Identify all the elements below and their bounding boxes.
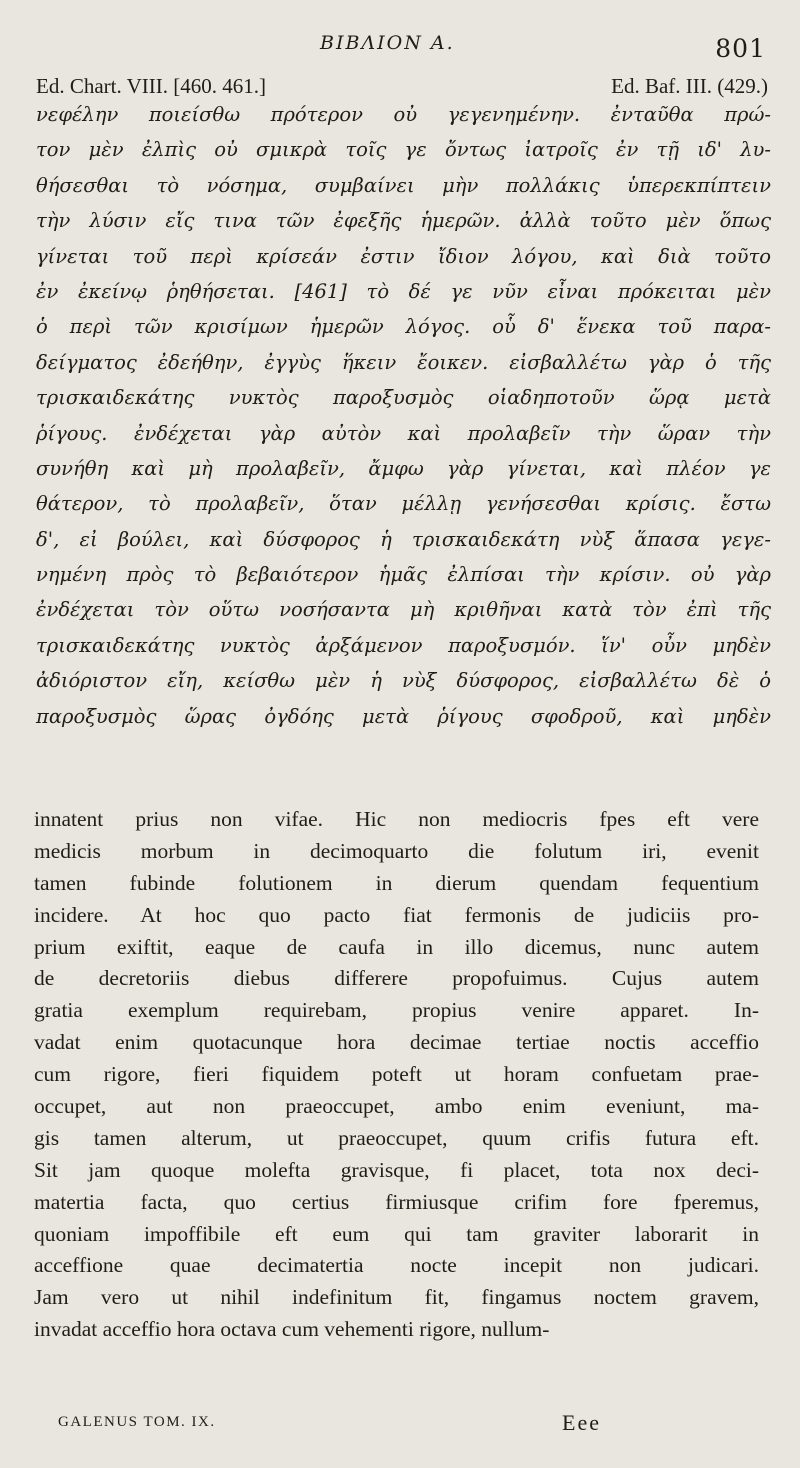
greek-line: θήσεσθαι τὸ νόσημα, συμβαίνει μὴν πολλάκις ὑπερεκπίπτειν xyxy=(36,173,771,197)
greek-line: θάτερον, τὸ προλαβεῖν, ὅταν μέλλῃ γενήσεσθαι κρίσις. ἔστω xyxy=(36,492,771,516)
greek-line: τρισκαιδεκάτης νυκτὸς παροξυσμὸς οἱαδηποτοῦν ὥρᾳ μετὰ xyxy=(36,386,771,410)
greek-line: τον μὲν ἐλπὶς οὐ σμικρὰ τοῖς γε ὄντως ἰατροῖς ἐν τῇ ιδ' λυ- xyxy=(36,138,771,162)
greek-line: δείγματος ἐδεήθην, ἐγγὺς ἥκειν ἔοικεν. εἰσβαλλέτω γὰρ ὁ τῆς xyxy=(36,350,771,374)
latin-line: gratia exemplum requirebam, propius venire apparet. In- xyxy=(34,998,759,1023)
greek-text-block xyxy=(36,97,771,734)
page-footer xyxy=(58,1412,658,1442)
latin-line: prium exiftit, eaque de caufa in illo dicemus, nunc autem xyxy=(34,934,759,959)
edition-chartier-ref: Ed. Chart. VIII. [460. 461.] xyxy=(36,74,266,98)
page-number: 801 xyxy=(715,34,766,63)
latin-line: innatent prius non vifae. Hic non mediocris fpes eft vere xyxy=(34,807,759,831)
latin-line: gis tamen alterum, ut praeoccupet, quum crifis futura eft. xyxy=(34,1125,759,1150)
latin-line: medicis morbum in decimoquarto die folutum iri, evenit xyxy=(34,838,759,863)
latin-line: Sit jam quoque molefta gravisque, fi placet, tota nox deci- xyxy=(34,1157,759,1182)
greek-line: τρισκαιδεκάτης νυκτὸς ἀρξάμενον παροξυσμόν. ἵν' οὖν μηδὲν xyxy=(36,633,771,657)
latin-line: de decretoriis diebus differere propofuimus. Cujus autem xyxy=(34,966,759,991)
running-head xyxy=(0,30,800,64)
greek-line: ὁ περὶ τῶν κρισίμων ἡμερῶν λόγος. οὗ δ' ἕνεκα τοῦ παρα- xyxy=(36,315,771,339)
greek-line: ἐνδέχεται τὸν οὕτω νοσήσαντα μὴ κριθῆναι κατὰ τὸν ἐπὶ τῆς xyxy=(36,598,771,622)
edition-basel-ref: Ed. Baf. III. (429.) xyxy=(611,74,768,98)
greek-line: συνήθη καὶ μὴ προλαβεῖν, ἄμφω γὰρ γίνεται, καὶ πλέον γε xyxy=(36,456,771,480)
greek-line: τὴν λύσιν εἴς τινα τῶν ἐφεξῆς ἡμερῶν. ἀλλὰ τοῦτο μὲν ὅπως xyxy=(36,209,771,233)
latin-line: incidere. At hoc quo pacto fiat fermonis de judiciis pro- xyxy=(34,902,759,927)
latin-text-block xyxy=(34,804,759,1346)
latin-line: occupet, aut non praeoccupet, ambo enim eveniunt, ma- xyxy=(34,1094,759,1119)
greek-line: ἐν ἐκείνῳ ῥηθήσεται. [461] τὸ δέ γε νῦν εἶναι πρόκειται μὲν xyxy=(36,279,771,303)
greek-line: ἀδιόριστον εἴη, κείσθω μὲν ἡ νὺξ δύσφορος, εἰσβαλλέτω δὲ ὁ xyxy=(36,669,771,693)
greek-line: νεφέλην ποιείσθω πρότερον οὐ γεγενημένην. ἐνταῦθα πρώ- xyxy=(36,103,771,126)
latin-line: matertia facta, quo certius firmiusque crifim fore fperemus, xyxy=(34,1189,759,1214)
greek-line: παροξυσμὸς ὥρας ὀγδόης μετὰ ῥίγους σφοδροῦ, καὶ μηδὲν xyxy=(36,704,771,728)
greek-line: νημένη πρὸς τὸ βεβαιότερον ἡμᾶς ἐλπίσαι τὴν κρίσιν. οὐ γὰρ xyxy=(36,563,771,587)
gathering-signature: Eee xyxy=(562,1410,601,1435)
greek-line: δ', εἰ βούλει, καὶ δύσφορος ἡ τρισκαιδεκάτη νὺξ ἅπασα γεγε- xyxy=(36,527,771,551)
latin-line: invadat acceffio hora octava cum vehementi rigore, nullum- xyxy=(34,1317,550,1342)
volume-signature: GALENUS TOM. IX. xyxy=(58,1414,216,1430)
latin-line: tamen fubinde folutionem in dierum quendam fequentium xyxy=(34,870,759,895)
book-title: BIBΛION A. xyxy=(320,32,455,54)
latin-line: acceffione quae decimatertia nocte incepit non judicari. xyxy=(34,1253,759,1278)
latin-line: Jam vero ut nihil indefinitum fit, fingamus noctem gravem, xyxy=(34,1285,759,1310)
latin-line: cum rigore, fieri fiquidem poteft ut horam confuetam prae- xyxy=(34,1062,759,1087)
greek-line: γίνεται τοῦ περὶ κρίσεάν ἐστιν ἴδιον λόγου, καὶ διὰ τοῦτο xyxy=(36,244,771,268)
latin-line: vadat enim quotacunque hora decimae tertiae noctis acceffio xyxy=(34,1030,759,1055)
greek-line: ῥίγους. ἐνδέχεται γὰρ αὐτὸν καὶ προλαβεῖν τὴν ὥραν τὴν xyxy=(36,421,771,445)
latin-line: quoniam impoffibile eft eum qui tam graviter laborarit in xyxy=(34,1221,759,1246)
